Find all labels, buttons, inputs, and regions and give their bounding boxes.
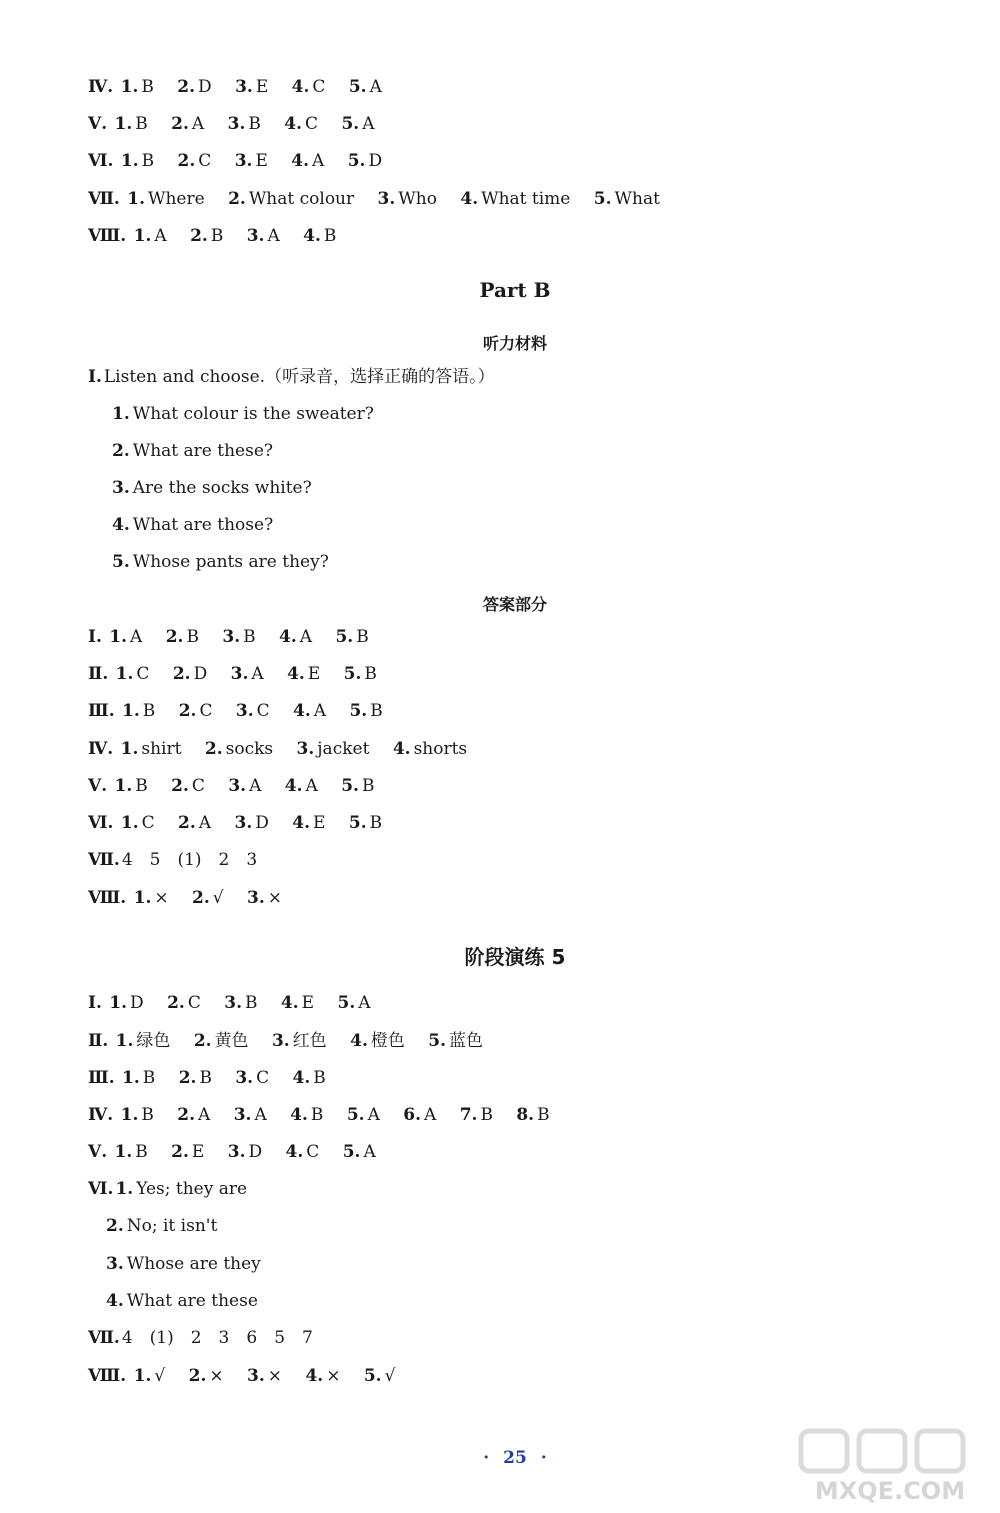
listening-item: 2. What are these? (112, 441, 274, 461)
roman-numeral: Ⅷ. (88, 226, 127, 246)
listening-item: 5. Whose pants are they? (112, 552, 329, 572)
answer-line-top-iv: Ⅳ. 1. B 2. D 3. E 4. C 5. A (88, 77, 382, 97)
answer-line-b-vi: Ⅵ. 1. C 2. A 3. D 4. E 5. B (88, 813, 383, 833)
listening-item: 3. Are the socks white? (112, 478, 312, 498)
answer-line-b-viii: Ⅷ. 1. × 2. √ 3. × (88, 888, 283, 908)
answer-line-top-vii: Ⅶ. 1. Where 2. What colour 3. Who 4. What time 5. What (88, 189, 660, 209)
roman-numeral: Ⅵ. (88, 151, 114, 171)
answer-line-b-vii: Ⅶ. 4 5 (1) 2 3 (88, 850, 258, 870)
answer-line-s5-vi: Ⅵ. 1. Yes; they are (88, 1179, 248, 1199)
answer-line-b-iv: Ⅳ. 1. shirt 2. socks 3. jacket 4. shorts (88, 739, 468, 759)
answer-line-s5-vii: Ⅶ. 4 (1) 2 3 6 5 7 (88, 1328, 313, 1348)
roman-numeral: Ⅴ. (88, 114, 108, 134)
page-number: · 25 · (483, 1448, 547, 1468)
watermark-logo (795, 1425, 985, 1505)
roman-numeral: Ⅳ. (88, 77, 114, 97)
answer-line-b-v: Ⅴ. 1. B 2. C 3. A 4. A 5. B (88, 776, 375, 796)
answer-line-top-vi: Ⅵ. 1. B 2. C 3. E 4. A 5. D (88, 151, 383, 171)
answer-line-top-viii: Ⅷ. 1. A 2. B 3. A 4. B (88, 226, 337, 246)
answer-line-s5-v: Ⅴ. 1. B 2. E 3. D 4. C 5. A (88, 1142, 376, 1162)
answer-line-s5-i: Ⅰ. 1. D 2. C 3. B 4. E 5. A (88, 993, 371, 1013)
answer-line-s5-iv: Ⅳ. 1. B 2. A 3. A 4. B 5. A 6. A 7. B 8. B (88, 1105, 550, 1125)
answer-line-b-ii: Ⅱ. 1. C 2. D 3. A 4. E 5. B (88, 664, 377, 684)
roman-numeral: Ⅶ. (88, 189, 120, 209)
listening-title: 听力材料 (482, 334, 547, 353)
listening-intro: Ⅰ. Listen and choose.（听录音，选择正确的答语。） (88, 367, 495, 387)
answer-line-top-v: Ⅴ. 1. B 2. A 3. B 4. C 5. A (88, 114, 375, 134)
answer-subline: 3. Whose are they (106, 1254, 261, 1274)
roman-numeral: Ⅰ. (88, 367, 102, 387)
answer-line-s5-viii: Ⅷ. 1. √ 2. × 3. × 4. × 5. √ (88, 1366, 396, 1386)
answer-line-s5-iii: Ⅲ. 1. B 2. B 3. C 4. B (88, 1068, 326, 1088)
part-b-title: Part B (479, 278, 551, 302)
answer-subline: 2. No; it isn't (106, 1216, 218, 1236)
answer-line-b-i: Ⅰ. 1. A 2. B 3. B 4. A 5. B (88, 627, 369, 647)
answers-title: 答案部分 (482, 595, 547, 614)
answer-line-b-iii: Ⅲ. 1. B 2. C 3. C 4. A 5. B (88, 701, 383, 721)
answer-subline: 4. What are these (106, 1291, 258, 1311)
answer-line-s5-ii: Ⅱ. 1. 绿色 2. 黄色 3. 红色 4. 橙色 5. 蓝色 (88, 1031, 484, 1051)
listening-item: 1. What colour is the sweater? (112, 404, 374, 424)
page-dot-right: · (540, 1448, 547, 1468)
stage5-title: 阶段演练 5 (464, 945, 566, 969)
listening-item: 4. What are those? (112, 515, 274, 535)
svg-text:MXQE.COM: MXQE.COM (814, 1477, 966, 1505)
page-dot-left: · (483, 1448, 490, 1468)
